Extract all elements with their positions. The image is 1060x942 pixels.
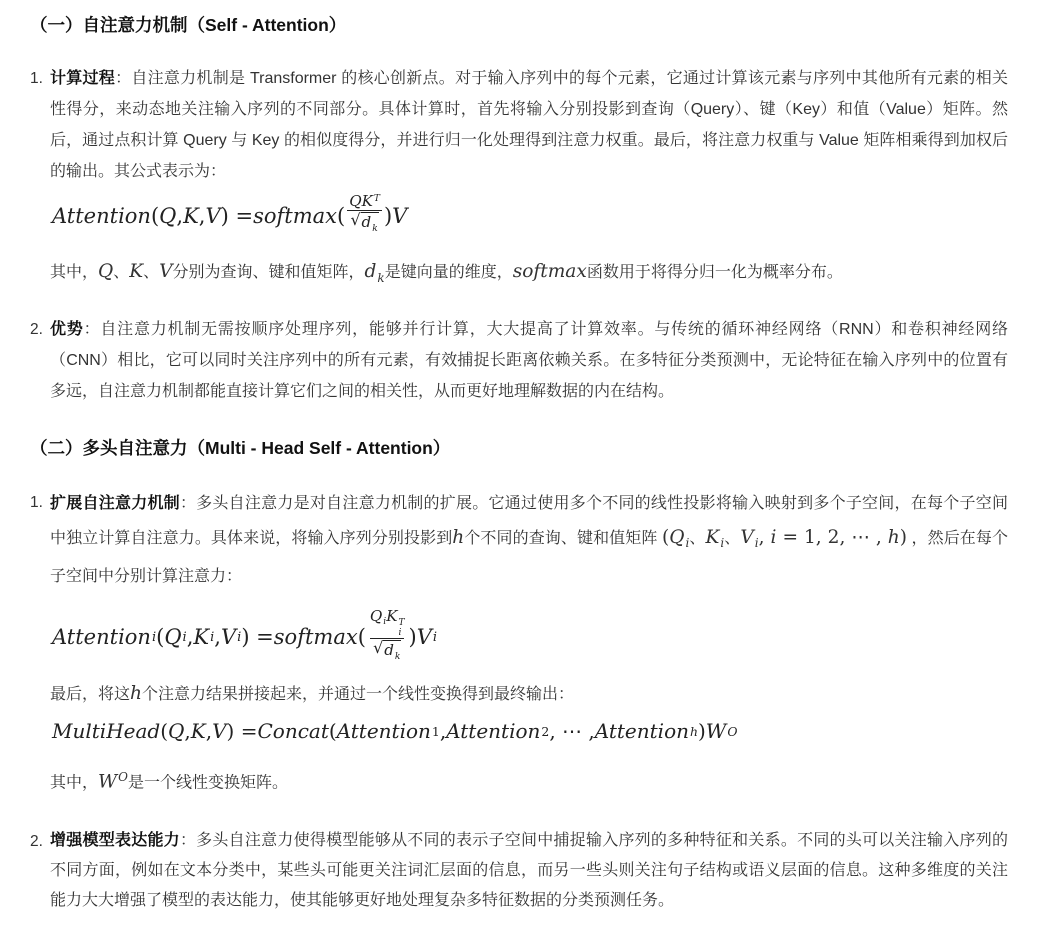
math-italic-run: softmax: [512, 261, 587, 283]
text-run: ：多头自注意力使得模型能够从不同的表示子空间中捕捉输入序列的多种特征和关系。不同的头可以关注输入序列的不同方面，例如在文本分类中，某些头可能更关注词汇层面的信息，而另一些头则关注句子结构或语义层面的信息。这种多维度的关注能力大大增强了模型的表达能力，使其能够更好地处理复杂多特征数据的分类预测任务。: [50, 832, 1008, 910]
list-item-content: [50, 63, 1008, 300]
math-roman-run: (: [156, 625, 165, 650]
sqrt-symbol: √: [373, 638, 384, 658]
math-roman-run: , ⋯ ,: [549, 719, 595, 744]
sqrt-radical: [350, 212, 378, 234]
math-roman-run: ): [697, 719, 706, 744]
math-italic-run: MultiHead: [52, 719, 161, 744]
attention-formula: [52, 192, 1008, 236]
math-roman-run: ) =: [220, 203, 254, 228]
math-roman-run: ,: [439, 719, 447, 744]
list-item-marker: 1.: [30, 70, 43, 87]
math-italic-run: K: [129, 261, 144, 283]
math-italic-run: V: [212, 719, 227, 744]
advantage-paragraph: [50, 314, 1008, 407]
math-italic-run: h: [887, 526, 900, 548]
fraction: [368, 608, 407, 663]
math-subscript: i: [398, 627, 402, 638]
math-roman-run: ,: [186, 625, 194, 650]
fraction-denominator: [370, 638, 404, 662]
math-roman-run: ): [383, 203, 393, 228]
math-italic-run: Attention: [594, 719, 689, 744]
section-heading-multi-head: （二）多头自注意力（Multi - Head Self - Attention）: [30, 437, 451, 458]
math-roman-run: (: [328, 719, 337, 744]
math-subscript: i: [383, 617, 387, 627]
extend-attention-paragraph: [50, 487, 1008, 594]
math-roman-run: (: [160, 719, 169, 744]
text-run: ：自注意力机制无需按顺序处理序列，能够并行计算，大大提高了计算效率。与传统的循环神经网络（RNN）和卷积神经网络（CNN）相比，它可以同时关注序列中的所有元素，有效捕捉长距离依赖关系。在多特征分类预测中，无论特征在输入序列中的位置有多远，自注意力机制都能直接计算它们之间的相关性，从而更好地理解数据的内在结构。: [50, 320, 1008, 400]
list-item-calc-process: [30, 63, 1008, 300]
expressiveness-paragraph: [50, 826, 1008, 916]
math-roman-run: ): [408, 625, 417, 650]
multihead-formula: [52, 719, 1008, 743]
math-italic-run: Attention: [52, 203, 151, 228]
math-italic-run: V: [205, 203, 221, 228]
math-italic-run: softmax: [253, 203, 338, 228]
bold-term: 扩展自注意力机制: [50, 494, 180, 512]
text-run: 其中，: [50, 775, 99, 793]
list-item-marker: 1.: [30, 493, 43, 511]
fraction-numerator: [368, 608, 407, 639]
math-italic-run: d: [361, 213, 372, 232]
bold-term: 优势: [50, 320, 84, 338]
math-italic-run: K: [386, 606, 398, 625]
math-italic-run: V: [392, 203, 408, 228]
math-superscript: T: [373, 194, 380, 205]
text-run: 函数用于将得分归一化为概率分布。: [586, 264, 843, 282]
text-run: ：自注意力机制是 Transformer 的核心创新点。对于输入序列中的每个元素，它通过计算该元素与序列中其他所有元素的相关性得分，来动态地关注输入序列的不同部分。具体计算时，首先将输入分别投影到查询（Query）、键（Key）和值（Value）矩阵。然后，通过点积计算 Query 与 Key 的相似度得分，并进行归一化处理得到注意力权重。最后，将注意力权重与 Value 矩阵相乘得到加权后的输出。其公式表示为：: [50, 70, 1008, 180]
list-item-expressiveness: [30, 826, 1008, 916]
math-italic-run: Q: [369, 606, 383, 625]
ordered-list-multi-head: [30, 487, 1008, 916]
math-italic-run: d: [364, 261, 377, 283]
math-italic-run: softmax: [273, 625, 358, 650]
math-roman-run: ,: [198, 203, 206, 228]
math-roman-run: ): [899, 526, 907, 548]
math-subscript: i: [754, 535, 759, 550]
sqrt-content: [361, 212, 379, 234]
text-run: 个不同的查询、键和值矩阵: [464, 529, 662, 547]
calc-process-paragraph: [50, 63, 1008, 187]
math-italic-run: Q: [669, 526, 685, 548]
math-italic-run: d: [384, 641, 394, 660]
math-italic-run: Q: [159, 203, 177, 228]
math-roman-run: ) =: [241, 625, 274, 650]
math-subscript: k: [372, 223, 378, 234]
text-run: 是键向量的维度，: [384, 264, 513, 282]
math-italic-run: V: [220, 625, 237, 650]
math-italic-run: V: [740, 526, 754, 548]
text-run: 是一个线性变换矩阵。: [127, 775, 288, 793]
math-italic-run: h: [130, 683, 142, 705]
text-run: 、: [143, 264, 160, 282]
math-italic-run: W: [705, 719, 727, 744]
text-run: 最后，将这: [50, 686, 131, 704]
math-italic-run: QK: [349, 192, 373, 210]
bold-term: 计算过程: [50, 70, 116, 87]
math-subscript: i: [210, 629, 215, 645]
text-run: 个注意力结果拼接起来，并通过一个线性变换得到最终输出：: [141, 686, 574, 704]
text-run: 其中，: [50, 264, 99, 282]
section-heading-self-attention: （一）自注意力机制（Self - Attention）: [30, 15, 347, 35]
concat-intro-paragraph: [50, 678, 1008, 711]
math-italic-run: Attention: [446, 719, 541, 744]
math-italic-run: V: [416, 625, 432, 650]
math-subscript: i: [237, 629, 242, 645]
math-italic-run: i: [770, 526, 777, 548]
sqrt-radical: [373, 640, 401, 662]
math-roman-run: (: [357, 625, 366, 650]
math-roman-run: ,: [205, 719, 213, 744]
math-italic-run: Q: [164, 625, 182, 650]
sqrt-content: [383, 640, 401, 662]
math-italic-run: h: [452, 526, 465, 548]
math-roman-run: ) =: [226, 719, 258, 744]
math-subscript: k: [394, 651, 401, 662]
math-roman-run: ,: [758, 526, 771, 548]
math-italic-run: K: [183, 203, 199, 228]
math-roman-run: ,: [214, 625, 221, 650]
list-item-content: [50, 826, 1008, 916]
text-run: ：多头自注意力是对自注意力机制的扩展。它通过使用多个不同的线性投影将输入映射到多个子空间，在每个子空间中独立计算自注意力。具体来说，将输入序列分别投影到: [50, 494, 1008, 547]
math-superscript: O: [727, 723, 738, 739]
list-item-extend-attention: [30, 487, 1008, 802]
wo-explanation-paragraph: [50, 759, 1008, 802]
math-subscript: 2: [541, 723, 550, 739]
text-run: 分别为查询、键和值矩阵，: [172, 264, 365, 282]
math-italic-run: K: [705, 526, 720, 548]
math-italic-run: K: [190, 719, 206, 744]
text-run: 、: [689, 529, 706, 547]
text-run: 、: [724, 529, 741, 547]
list-item-content: [50, 314, 1008, 407]
math-superscript: O: [118, 770, 128, 785]
math-supsub-stack: [399, 619, 405, 638]
math-italic-run: Q: [98, 261, 114, 283]
sqrt-symbol: √: [350, 210, 361, 230]
math-subscript: i: [151, 629, 157, 645]
math-italic-run: V: [159, 261, 173, 283]
math-subscript: h: [690, 723, 698, 739]
bold-term: 增强模型表达能力: [50, 832, 180, 850]
math-italic-run: K: [193, 625, 210, 650]
text-run: ，然后在每个子空间中分别计算注意力：: [50, 529, 1008, 585]
math-subscript: k: [377, 270, 385, 285]
formula-explanation-paragraph: [50, 250, 1008, 299]
math-subscript: i: [720, 535, 725, 550]
list-item-marker: 2.: [30, 320, 43, 338]
text-run: 、: [113, 264, 130, 282]
math-superscript: T: [398, 618, 405, 629]
math-subscript: i: [432, 629, 438, 645]
list-item-content: [50, 487, 1008, 802]
math-roman-run: = 1, 2, ⋯ ,: [776, 526, 888, 548]
list-item-marker: 2.: [30, 833, 43, 851]
math-subscript: i: [685, 535, 690, 550]
math-italic-run: Q: [168, 719, 185, 744]
math-italic-run: Attention: [336, 719, 431, 744]
math-roman-run: (: [150, 203, 160, 228]
math-subscript: i: [182, 629, 187, 645]
math-roman-run: ,: [184, 719, 191, 744]
math-roman-run: (: [337, 203, 346, 228]
fraction: [347, 193, 382, 234]
ordered-list-self-attention: [30, 63, 1008, 407]
math-italic-run: Attention: [52, 625, 151, 650]
fraction-denominator: [347, 210, 381, 234]
math-subscript: 1: [431, 723, 440, 739]
math-italic-run: W: [98, 772, 118, 794]
list-item-advantage: [30, 314, 1008, 407]
math-roman-run: (: [661, 526, 670, 548]
attention-i-formula: [52, 606, 1008, 665]
fraction-numerator: [347, 193, 382, 210]
math-roman-run: ,: [176, 203, 184, 228]
math-italic-run: Concat: [257, 719, 329, 744]
